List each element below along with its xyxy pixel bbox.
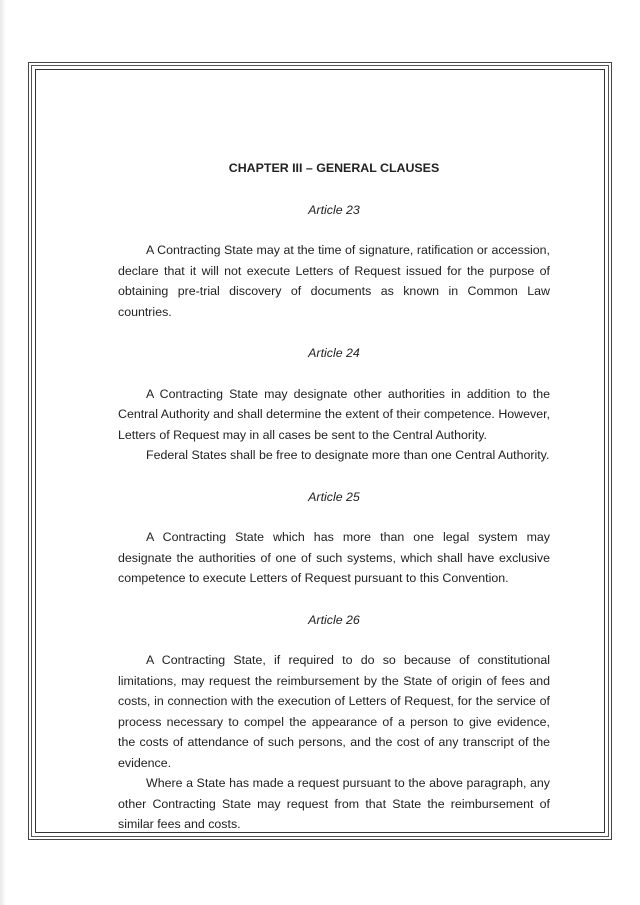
article-paragraph: Where a State has made a request pursuant to the above paragraph, any other Contracting State may request from that State the reimbursement of similar fees and costs. bbox=[118, 776, 550, 831]
article-heading: Article 23 bbox=[308, 202, 360, 217]
article-paragraph: Federal States shall be free to designate more than one Central Authority. bbox=[146, 448, 550, 462]
article-paragraph: A Contracting State may at the time of signature, ratification or accession, declare that it will not execute Letters of Request issued for the purpose of obtaining pre-trial discovery of documents as known in Common Law countries. bbox=[118, 243, 550, 319]
article-paragraph: A Contracting State, if required to do so because of constitutional limitations, may request the reimbursement by the State of origin of fees and costs, in connection with the execution of Letters of Request, for the service of process necessary to compel the appearance of a person to give evidence, the costs of attendance of such persons, and the cost of any transcript of the evidence. bbox=[118, 653, 550, 770]
document-body bbox=[118, 150, 550, 835]
article-26 bbox=[118, 610, 550, 835]
page-edge-shadow bbox=[0, 0, 6, 905]
article-25 bbox=[118, 487, 550, 589]
chapter-title: CHAPTER III – GENERAL CLAUSES bbox=[228, 161, 440, 175]
article-24 bbox=[118, 343, 550, 466]
article-heading: Article 25 bbox=[308, 489, 360, 504]
article-23 bbox=[118, 200, 550, 323]
article-heading: Article 24 bbox=[308, 346, 360, 360]
article-heading: Article 26 bbox=[308, 612, 360, 627]
article-paragraph: A Contracting State which has more than one legal system may designate the authorities of one of such systems, which shall have exclusive competence to execute Letters of Request pursuant to this Convention. bbox=[118, 530, 550, 585]
article-paragraph: A Contracting State may designate other authorities in addition to the Central Authority and shall determine the extent of their competence. However, Letters of Request may in all cases be sent to the Central Authority. bbox=[118, 386, 550, 442]
